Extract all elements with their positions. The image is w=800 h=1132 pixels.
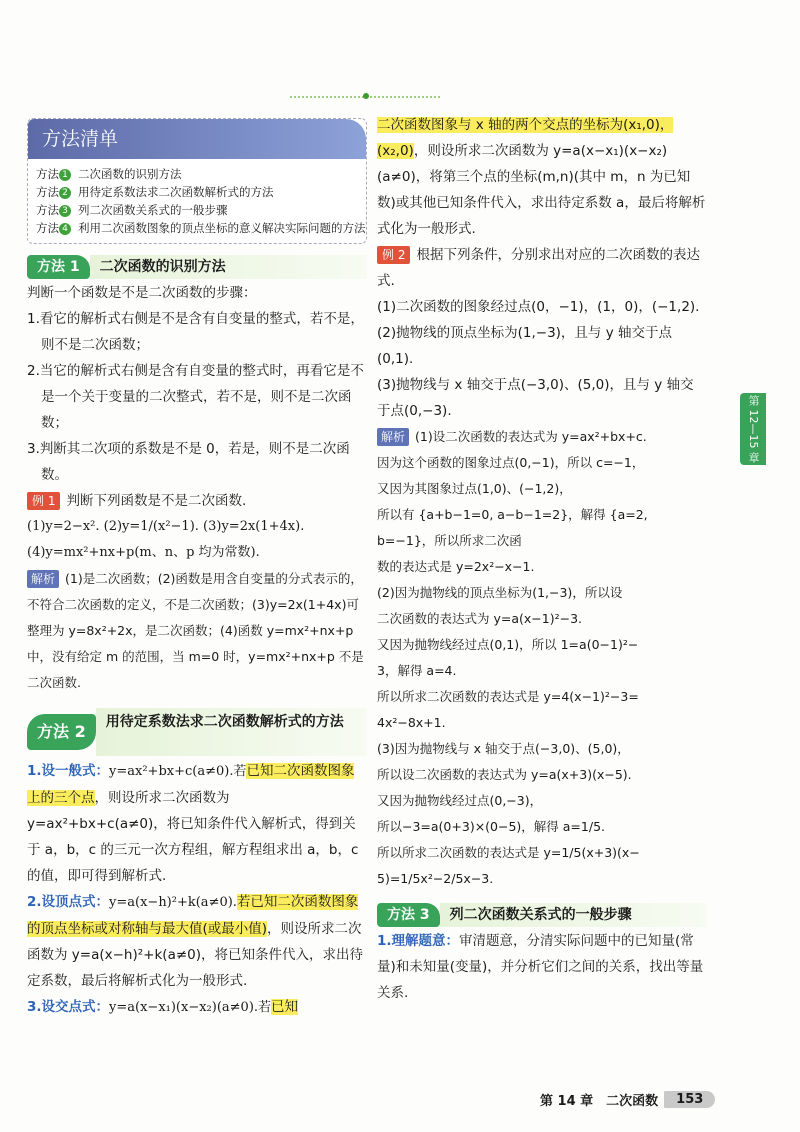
example1-line1: (1)y=2−x². (2)y=1/(x²−1). (3)y=2x(1+4x). — [27, 519, 305, 534]
method-list-box — [27, 118, 367, 244]
page-footer — [540, 1090, 715, 1109]
decorative-dot — [363, 93, 369, 99]
method2-header — [27, 706, 367, 758]
method2-step3: 3.设交点式：y=a(x−x₁)(x−x₂)(a≠0).若已知 — [27, 999, 299, 1015]
method1-step: 3.判断其二次项的系数是不是 0，若是，则不是二次函数。 — [27, 441, 350, 483]
method1-badge: 方法 1 — [27, 255, 90, 279]
method-list-item: 方法 4 利用二次函数图象的顶点坐标的意义解决实际问题的方法 — [36, 221, 366, 235]
solution2: 解析 (1)设二次函数的表达式为 y=ax²+bx+c. 因为这个函数的图象过点(0,−1)，所以 c=−1， 又因为其图象过点(1,0)、(−1,2)， 所以有 {a+b−1=0, a−b−1=2}，解得 {a=2, b=−1}，所以所求二次函 数的表达式是 y=2x²−x−1. (2)因为抛物线的顶点坐标为(1,−3)，所以设 二次函数的表达式为 y=a(x−1)²−3. 又因为抛物线经过点(0,1)，所以 1=a(0−1)²− 3，解得 a=4. 所以所求二次函数的表达式是 y=4(x−1)²−3= 4x²−8x+1. (3)因为抛物线与 x 轴交于点(−3,0)、(5,0)， 所以设二次函数的表达式为 y=a(x+3)(x−5). 又因为抛物线经过点(0,−3)， 所以−3=a(0+3)×(0−5)，解得 a=1/5. 所以所求二次函数的表达式是 y=1/5(x+3)(x− 5)=1/5x²−2/5x−3. — [377, 429, 648, 886]
method1-header — [27, 254, 367, 280]
solution-tag: 解析 — [377, 428, 409, 446]
method3-badge: 方法 3 — [377, 903, 440, 927]
method-list-title: 方法清单 — [28, 119, 366, 159]
example2-item: (2)抛物线的顶点坐标为(1,−3)，且与 y 轴交于点(0,1). — [377, 325, 673, 367]
method1-intro: 判断一个函数是不是二次函数的步骤： — [27, 285, 257, 301]
method2-title: 用待定系数法求二次函数解析式的方法 — [96, 708, 367, 756]
example-tag: 例 1 — [27, 492, 60, 510]
example1-line2: (4)y=mx²+nx+p(m、n、p 均为常数). — [27, 545, 260, 560]
right-column — [377, 112, 707, 1006]
example2-item: (1)二次函数的图象经过点(0，−1)，(1，0)，(−1,2). — [377, 299, 700, 315]
method1-title: 二次函数的识别方法 — [90, 255, 367, 279]
example1: 例 1 判断下列函数是不是二次函数. — [27, 488, 367, 514]
method1-step: 2.当它的解析式右侧是含有自变量的整式时，再看它是不是一个关于变量的二次整式，若不是，则不是二次函数； — [27, 363, 364, 431]
example-tag: 例 2 — [377, 246, 410, 264]
method2-step2: 2.设顶点式：y=a(x−h)²+k(a≠0).若已知二次函数图象的顶点坐标或对称轴与最大值(或最小值)，则设所求二次函数为 y=a(x−h)²+k(a≠0)，将已知条件代入，求出待定系数，最后将解析式化为一般形式. — [27, 894, 364, 989]
solution1: 解析 (1)是二次函数；(2)函数是用含自变量的分式表示的，不符合二次函数的定义，不是二次函数；(3)y=2x(1+4x)可整理为 y=8x²+2x，是二次函数；(4)函数 y=mx²+nx+p 中，没有给定 m 的范围，当 m=0 时，y=mx²+nx+p 不是二次函数. — [27, 571, 364, 690]
method-list-item: 方法 3 列二次函数关系式的一般步骤 — [36, 203, 228, 217]
method-list-item: 方法 2 用待定系数法求二次函数解析式的方法 — [36, 185, 274, 199]
method3-title: 列二次函数关系式的一般步骤 — [440, 903, 707, 927]
method-list-item: 方法 1 二次函数的识别方法 — [36, 167, 182, 181]
chapter-side-tab: 第 12—15 章 — [740, 393, 766, 465]
method1-step: 1.看它的解析式右侧是不是含有自变量的整式，若不是，则不是二次函数； — [27, 311, 364, 353]
method2-badge: 方法 2 — [27, 714, 96, 750]
left-column — [27, 118, 367, 1021]
footer-chapter: 第 14 章 二次函数 — [540, 1094, 659, 1109]
method2-step1: 1.设一般式：y=ax²+bx+c(a≠0).若已知二次函数图象上的三个点，则设所求二次函数为 y=ax²+bx+c(a≠0)，将已知条件代入解析式，得到关于 a，b，c 的三元一次方程组，解方程组求出 a，b，c 的值，即可得到解析式. — [27, 763, 359, 884]
method2-step3-continued: 二次函数图象与 x 轴的两个交点的坐标为(x₁,0)，(x₂,0)，则设所求二次函数为 y=a(x−x₁)(x−x₂)(a≠0)，将第三个点的坐标(m,n)(其中 m，n 为已知数)或其他已知条件代入，求出待定系数 a，最后将解析式化为一般形式. — [377, 117, 706, 237]
solution-tag: 解析 — [27, 570, 59, 588]
example2-item: (3)抛物线与 x 轴交于点(−3,0)、(5,0)，且与 y 轴交于点(0,−3). — [377, 377, 694, 419]
example2: 例 2 根据下列条件，分别求出对应的二次函数的表达式. — [377, 247, 700, 289]
method3-step1: 1.理解题意：审清题意，分清实际问题中的已知量(常量)和未知量(变量)，并分析它们之间的关系，找出等量关系. — [377, 933, 704, 1001]
page-number: 153 — [664, 1091, 715, 1108]
method3-header — [377, 902, 707, 928]
